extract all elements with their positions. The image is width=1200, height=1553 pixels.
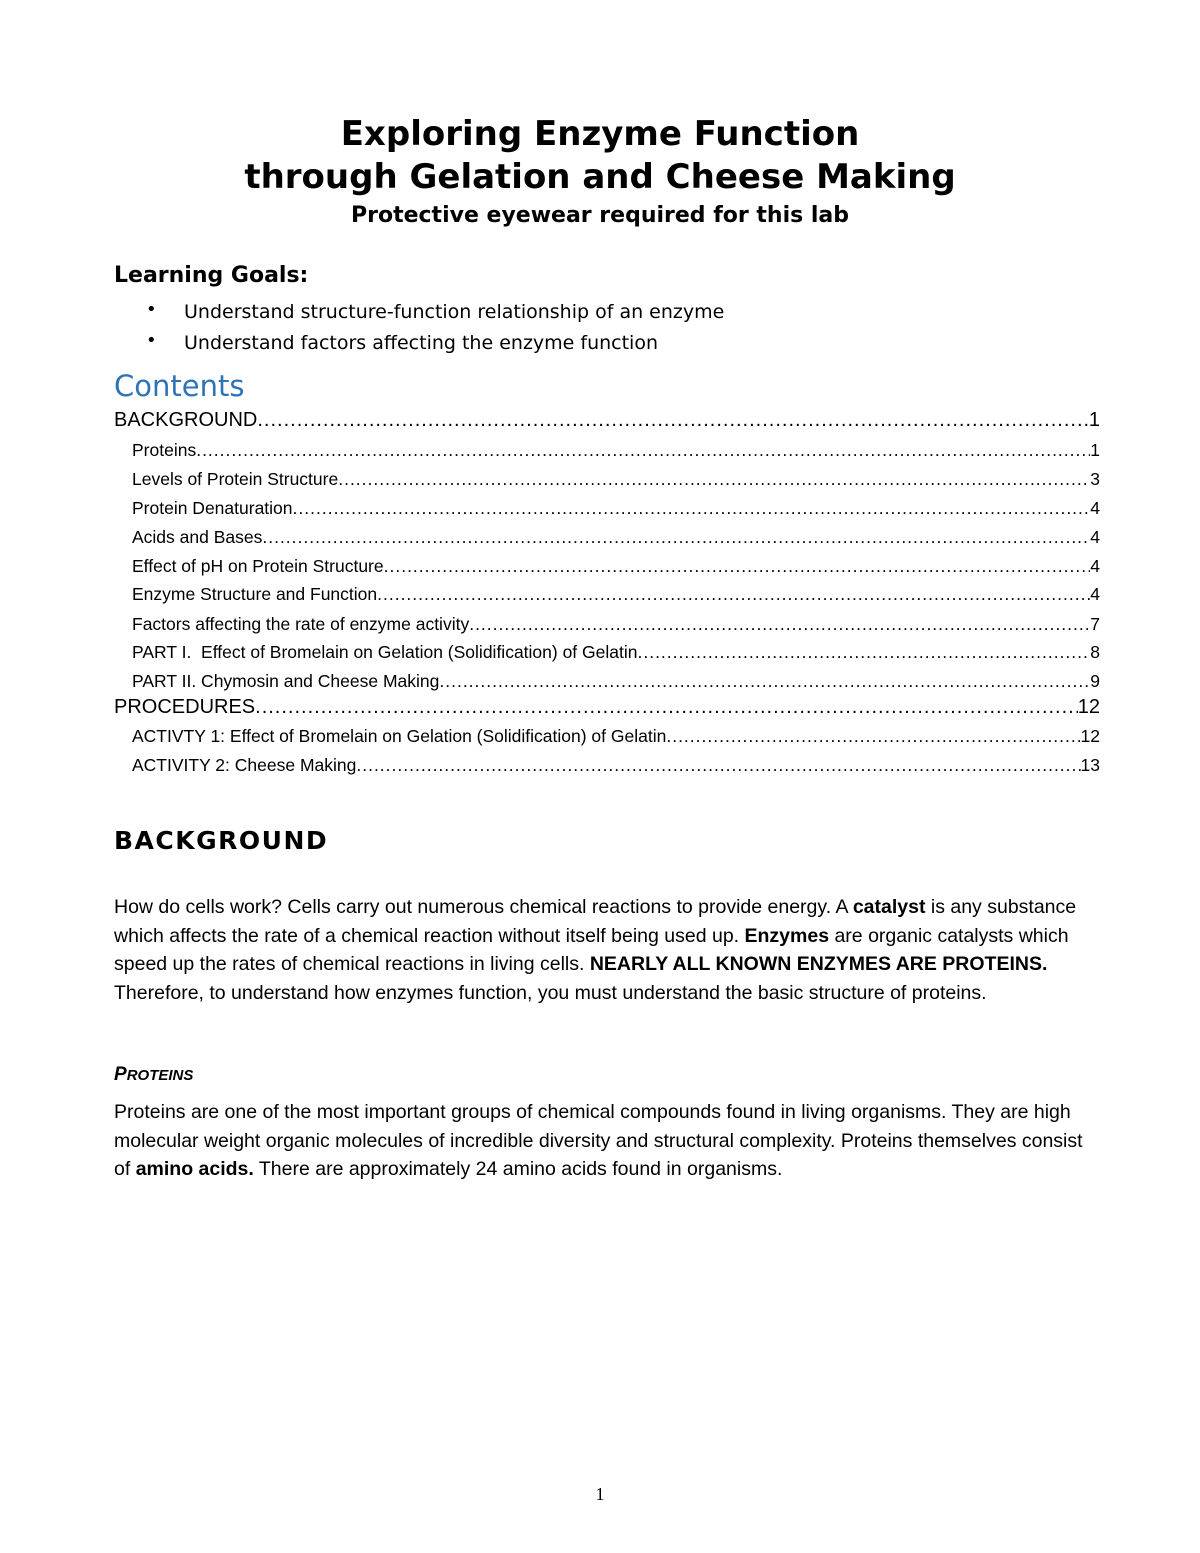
document-title-line-1: Exploring Enzyme Function — [340, 114, 860, 154]
toc-entry-activity-2[interactable] — [132, 755, 1100, 776]
toc-entry-enzyme-structure[interactable] — [132, 584, 1100, 605]
document-subtitle: Protective eyewear required for this lab — [350, 203, 850, 228]
toc-entry-part-1[interactable] — [132, 642, 1100, 663]
toc-entry-levels-of-protein-structure[interactable] — [132, 469, 1100, 490]
toc-entry-page: 3 — [1090, 469, 1100, 489]
toc-entry-protein-denaturation[interactable] — [132, 498, 1100, 519]
toc-leader-dots — [384, 556, 1091, 577]
toc-entry-title: BACKGROUND — [114, 409, 258, 431]
toc-entry-page: 4 — [1090, 556, 1100, 576]
toc-entry-page: 7 — [1090, 614, 1100, 634]
toc-entry-page: 13 — [1080, 755, 1100, 775]
toc-entry-page: 1 — [1088, 409, 1100, 431]
toc-leader-dots — [293, 498, 1091, 519]
proteins-paragraph: Proteins are one of the most important groups of chemical compounds found in living organisms. They are high molecular weight organic molecules of incredible diversity and structural complexity. Proteins themselves consist of amino acids. There are approximately 24 amino acids found in organisms. — [114, 1101, 1083, 1181]
background-heading: BACKGROUND — [114, 826, 329, 855]
toc-leader-dots — [338, 469, 1090, 490]
toc-entry-title: PART I. Effect of Bromelain on Gelation (Solidification) of Gelatin — [132, 642, 638, 662]
toc-entry-page: 12 — [1077, 696, 1100, 718]
toc-entry-title: ACTIVITY 2: Cheese Making — [132, 755, 357, 775]
toc-entry-title: Acids and Bases — [132, 527, 263, 547]
toc-leader-dots — [255, 696, 1078, 719]
toc-entry-background[interactable] — [114, 409, 1100, 432]
toc-entry-acids-and-bases[interactable] — [132, 527, 1100, 548]
toc-entry-page: 4 — [1090, 584, 1100, 604]
toc-entry-title: Levels of Protein Structure — [132, 469, 339, 489]
toc-entry-title: ACTIVTY 1: Effect of Bromelain on Gelation (Solidification) of Gelatin — [132, 726, 667, 746]
bullet-icon: • — [146, 299, 157, 320]
toc-leader-dots — [637, 642, 1090, 663]
toc-entry-title: PROCEDURES — [114, 696, 256, 718]
learning-goals-heading: Learning Goals: — [114, 263, 309, 288]
toc-entry-factors-affecting-rate[interactable] — [132, 614, 1100, 635]
toc-entry-proteins[interactable] — [132, 440, 1100, 461]
toc-entry-effect-of-ph[interactable] — [132, 556, 1100, 577]
toc-leader-dots — [666, 726, 1080, 747]
document-title-line-2: through Gelation and Cheese Making — [244, 157, 956, 197]
term-enzymes: Enzymes — [744, 924, 830, 947]
toc-entry-part-2[interactable] — [132, 671, 1100, 692]
toc-entry-title: Enzyme Structure and Function — [132, 584, 378, 604]
toc-leader-dots — [439, 671, 1090, 692]
learning-goal-text: Understand structure-function relationship of an enzyme — [184, 301, 725, 323]
toc-entry-page: 1 — [1090, 440, 1100, 460]
proteins-subheading: PROTEINS — [114, 1064, 194, 1085]
term-amino-acids: amino acids. — [135, 1158, 254, 1181]
emphasis-proteins-statement: NEARLY ALL KNOWN ENZYMES ARE PROTEINS. — [589, 953, 1048, 976]
toc-entry-page: 12 — [1080, 726, 1100, 746]
toc-entry-title: Factors affecting the rate of enzyme activity — [132, 614, 470, 634]
toc-entry-title: Effect of pH on Protein Structure — [132, 556, 384, 576]
toc-leader-dots — [356, 755, 1080, 776]
page-number: 1 — [595, 1484, 605, 1504]
toc-leader-dots — [257, 409, 1089, 432]
toc-entry-title: Protein Denaturation — [132, 498, 293, 518]
contents-heading: Contents — [114, 369, 245, 403]
toc-leader-dots — [469, 614, 1090, 635]
toc-entry-title: PART II. Chymosin and Cheese Making — [132, 671, 440, 691]
toc-entry-page: 4 — [1090, 498, 1100, 518]
toc-leader-dots — [377, 584, 1090, 605]
term-catalyst: catalyst — [852, 896, 926, 918]
toc-entry-activity-1[interactable] — [132, 726, 1100, 747]
bullet-icon: • — [146, 330, 157, 351]
toc-entry-page: 9 — [1090, 671, 1100, 691]
toc-leader-dots — [196, 440, 1090, 461]
learning-goal-text: Understand factors affecting the enzyme function — [184, 332, 659, 354]
background-paragraph: How do cells work? Cells carry out numerous chemical reactions to provide energy. A catalyst is any substance which affects the rate of a chemical reaction without itself being used up. Enzymes are organic catalysts which speed up the rates of chemical reactions in living cells. NEARLY ALL KNOWN ENZYMES ARE PROTEINS. Therefore, to understand how enzymes function, you must understand the basic structure of proteins. — [114, 896, 1077, 1004]
toc-leader-dots — [262, 527, 1090, 548]
toc-entry-procedures[interactable] — [114, 696, 1100, 719]
toc-entry-title: Proteins — [132, 440, 197, 460]
toc-entry-page: 4 — [1090, 527, 1100, 547]
toc-entry-page: 8 — [1090, 642, 1100, 662]
